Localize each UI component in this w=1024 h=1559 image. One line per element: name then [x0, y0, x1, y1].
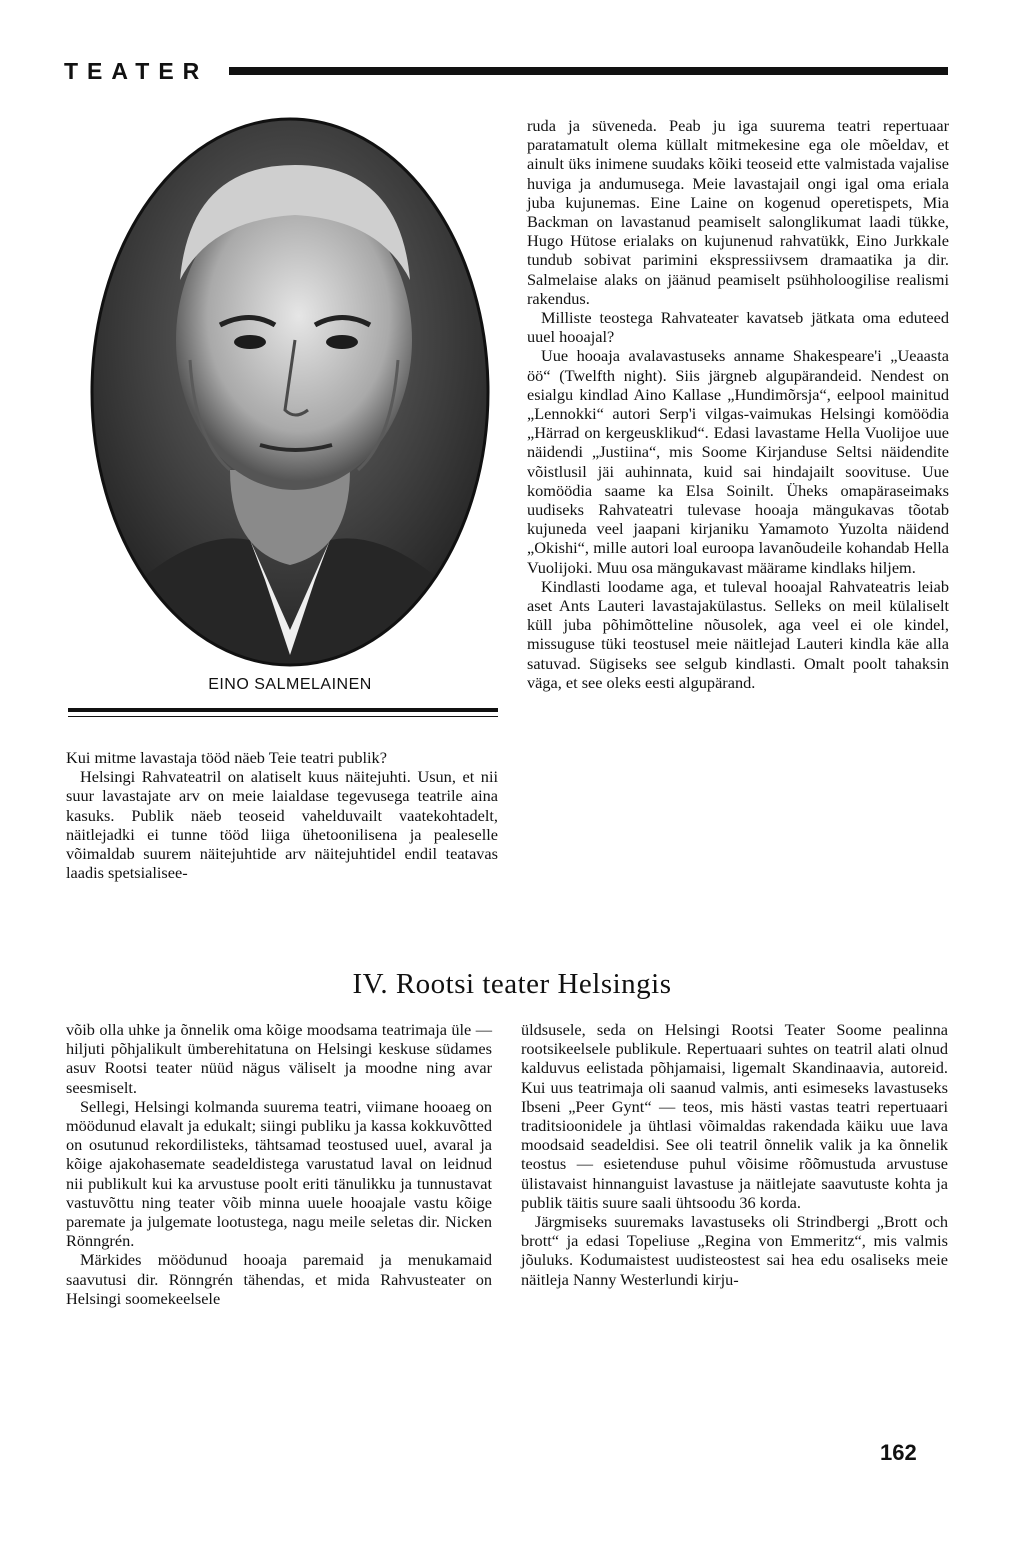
- article-paragraph: Järgmiseks suuremaks lavastuseks oli Strindbergi „Brott och brott“ ja edasi Topeliuse „Regina von Emmeritz“, mis valmis jõuluks. Kodumaistest uudisteostest sai hea edu osaliseks meie näitleja Nanny Westerlundi kirju-: [521, 1212, 948, 1289]
- section-title: IV. Rootsi teater Helsingis: [352, 968, 672, 1000]
- article-column-right: [521, 1020, 948, 1289]
- page-number: 162: [880, 1440, 917, 1465]
- header-rule: [229, 67, 948, 75]
- caption-rule: [68, 708, 498, 712]
- article-paragraph: Sellegi, Helsingi kolmanda suurema teatri, viimane hooaeg on möödunud elavalt ja edukalt; siingi publiku ja kassa kokkuvõtted on osutunud rekordilisteks, tähtsamad teostused uuel, avaral ja kõige ajakohasemate seadeldistega varustatud laval on leidnud nii publikult kui ka arvustuse poolt eriti tänulikku ja tunnustavat vastuvõttu ning teater võib minna uuele hooajale vastu kõige paremate ja julgemate lootustega, nagu meile seletas dir. Nicken Rönngrén.: [66, 1096, 492, 1251]
- portrait-photo: [80, 110, 500, 675]
- portrait-caption: EINO SALMELAINEN: [208, 676, 372, 693]
- interview-answer-continued: ruda ja süveneda. Peab ju iga suurema teatri repertuaar paratamatult olema küllalt mitmekesine ega ole mõeldav, et ainult üks inimene suudaks kõiki teoseid ette valmistada vajalise huviga ja andumusega. Meie lavastajail ongi igal oma eriala juba kujunemas. Eine Laine on kogenud operetispets, Mia Backman on lavastanud peamiselt salonglikumat laadi tükke, Hugo Hütose erialaks on kujunenud rahvatükk, Eino Jurkkale tundub sobivat parimini ekspressiivsem dramaatika ja dir. Salmelaise alaks on jäänud peamiselt psühholoogilise realismi rakendus.: [527, 116, 949, 308]
- section-header-title: TEATER: [64, 58, 209, 84]
- interview-answer: Helsingi Rahvateatril on alatiselt kuus näitejuhti. Usun, et nii suur lavastajate arv on meie laialdase tegevusega teatrile aina kasuks. Publik näeb teoseid vahelduvailt vaatekohtadelt, näitlejadki ei tunne tööd liiga ühetoonilisena ja pealeselle võimaldab suurem näitejuhtide arv näitejuhtidel endil teatavas laadis spetsialisee-: [66, 767, 498, 883]
- page-header: [64, 58, 948, 92]
- interview-question: Milliste teostega Rahvateater kavatseb jätkata oma eduteed uuel hooajal?: [527, 308, 949, 347]
- interview-answer: Kindlasti loodame aga, et tuleval hooajal Rahvateatris leiab aset Ants Lauteri lavastajakülastus. Selleks on meil külaliselt küll juba põhimõtteline nõusolek, aga veel ei ole kindel, missuguse tüki teostusel meie näitlejad Lauteri kindla käe alla satuvad. Sügiseks see selgub kindlasti. Omalt poolt tahaksin väga, et see oleks eesti algupärand.: [527, 576, 949, 692]
- interview-question: Kui mitme lavastaja tööd näeb Teie teatri publik?: [66, 748, 387, 767]
- caption-rule-thin: [68, 716, 498, 717]
- interview-column-left: [66, 748, 498, 882]
- article-column-left: [66, 1020, 492, 1308]
- article-paragraph: Märkides möödunud hooaja paremaid ja menukamaid saavutusi dir. Rönngrén tähendas, et mida Rahvusteater on Helsingi soomekeelsele: [66, 1250, 492, 1308]
- interview-column-right: [527, 116, 949, 692]
- article-paragraph: võib olla uhke ja õnnelik oma kõige moodsama teatrimaja üle — hiljuti põhjalikult ümberehitatuna on Helsingi keskuse südames asuv Rootsi teater nüüd nägus väliselt ja moodne ning avar seesmiselt.: [66, 1020, 492, 1097]
- interview-answer: Uue hooaja avalavastuseks anname Shakespeare'i „Ueaasta öö“ (Twelfth night). Siis järgneb algupärandeid. Nendest on esialgu kindlad Aino Kallase „Hundimõrsja“, eelpool mainitud „Lennokki“ autori Serp'i vilgas-vaimukas Helsingi komöödia „Härrad on kergeusklikud“. Edasi lavastame Hella Vuolijoe uue näidendi „Justiina“, mis Soome Kirjanduse Seltsi näidendite võistlusil jäi auhinnata, kuid sai hindajailt soovituse. Uue komöödia saame ka Elsa Soinilt. Üheks omapäraseimaks uudiseks Rahvateatri tulevase hooaja mängukavas tõotab kujuneda veel jaapani kirjaniku Yamamoto Yuzolta näidend „Okishi“, mille autori loal euroopa lavanõudeile kohandab Hella Vuolijoki. Muu osa mängukavast määrame kindlaks hiljem.: [527, 346, 949, 577]
- article-paragraph: üldsusele, seda on Helsingi Rootsi Teater Soome pealinna rootsikeelsele publikule. Repertuaari suhtes on teatril alati olnud kalduvus eelistada põhjamaisi, ligemalt Skandinaavia, autoreid. Kui uus teatrimaja oli saanud valmis, anti esimeseks lavastuseks Ibseni „Peer Gynt“ — teos, mis hästi vastas teatri repertuaari traditsioonidele ja ühtlasi võimaldas rakendada käiku uue lava moodsaid seadeldisi. See oli teatril õnnelik valik ja ka õnnelik teostus — esietenduse puhul võisime rõõmustuda arvustuse ülistavaist hinnanguist lavastuse ja näitlejate saavutuste kohta ja publik täitis suure saali ühtsoodu 36 korda.: [521, 1020, 948, 1212]
